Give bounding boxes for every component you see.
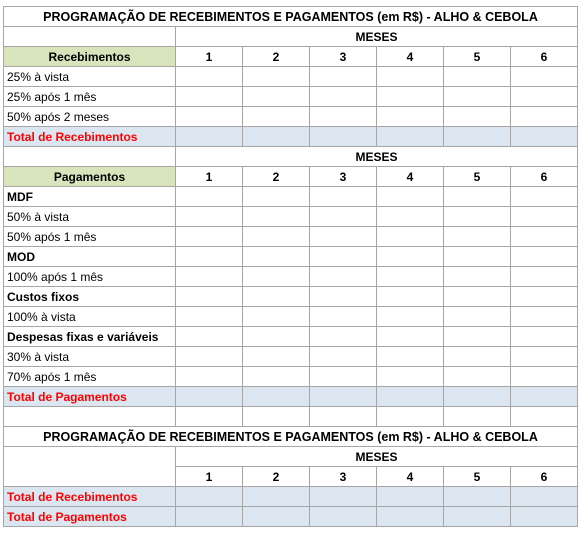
group-label-mod[interactable]: MOD [4,247,176,267]
total-receipts-label[interactable]: Total de Recebimentos [4,127,176,147]
row-label[interactable]: 25% após 1 mês [4,87,176,107]
month-5-header[interactable]: 5 [444,47,511,67]
data-cell[interactable] [310,207,377,227]
total-cell[interactable] [444,507,511,527]
data-cell[interactable] [243,347,310,367]
group-label-expenses[interactable]: Despesas fixas e variáveis [4,327,176,347]
total-cell[interactable] [243,487,310,507]
month-6-header[interactable]: 6 [511,167,578,187]
month-4-header[interactable]: 4 [377,167,444,187]
total-cell[interactable] [377,387,444,407]
total-cell[interactable] [377,487,444,507]
data-cell[interactable] [377,307,444,327]
months-header[interactable]: MESES [176,447,578,467]
total-cell[interactable] [310,507,377,527]
total-cell[interactable] [176,487,243,507]
month-1-header[interactable]: 1 [176,47,243,67]
months-header[interactable]: MESES [176,147,578,167]
table-row [4,207,578,227]
row-label[interactable]: 30% à vista [4,347,176,367]
group-label-mdf[interactable]: MDF [4,187,176,207]
data-cell[interactable] [243,247,310,267]
data-cell[interactable] [444,227,511,247]
summary-total-payments-label[interactable]: Total de Pagamentos [4,507,176,527]
total-row [4,507,578,527]
data-cell[interactable] [176,187,243,207]
total-cell[interactable] [444,387,511,407]
data-cell[interactable] [243,367,310,387]
month-2-header[interactable]: 2 [243,467,310,487]
month-1-header[interactable]: 1 [176,167,243,187]
receipts-header[interactable]: Recebimentos [4,47,176,67]
data-cell[interactable] [243,187,310,207]
row-label[interactable]: 50% após 1 mês [4,227,176,247]
data-cell[interactable] [243,307,310,327]
data-cell[interactable] [377,187,444,207]
data-cell[interactable] [310,267,377,287]
data-cell[interactable] [511,207,578,227]
table-row [4,67,578,87]
data-cell[interactable] [377,227,444,247]
data-cell[interactable] [511,307,578,327]
data-cell[interactable] [176,367,243,387]
month-2-header[interactable]: 2 [243,167,310,187]
data-cell[interactable] [176,247,243,267]
month-6-header[interactable]: 6 [511,467,578,487]
row-label[interactable]: 50% após 2 meses [4,107,176,127]
month-6-header[interactable]: 6 [511,47,578,67]
data-cell[interactable] [377,247,444,267]
data-cell[interactable] [176,267,243,287]
total-cell[interactable] [444,487,511,507]
data-cell[interactable] [377,287,444,307]
data-cell[interactable] [176,207,243,227]
month-5-header[interactable]: 5 [444,167,511,187]
month-1-header[interactable]: 1 [176,467,243,487]
total-cell[interactable] [310,387,377,407]
data-cell[interactable] [310,287,377,307]
payments-header[interactable]: Pagamentos [4,167,176,187]
row-label[interactable]: 100% após 1 mês [4,267,176,287]
total-cell[interactable] [243,127,310,147]
total-row [4,487,578,507]
table-row [4,287,578,307]
total-cell[interactable] [176,127,243,147]
data-cell[interactable] [511,327,578,347]
data-cell[interactable] [310,227,377,247]
data-cell[interactable] [511,227,578,247]
data-cell[interactable] [310,367,377,387]
total-row [4,387,578,407]
data-cell[interactable] [444,347,511,367]
data-cell[interactable] [176,87,243,107]
data-cell[interactable] [444,247,511,267]
total-cell[interactable] [243,507,310,527]
total-cell[interactable] [377,507,444,527]
row-label[interactable]: 25% à vista [4,67,176,87]
data-cell[interactable] [444,307,511,327]
data-cell[interactable] [377,87,444,107]
data-cell[interactable] [511,67,578,87]
empty-cell[interactable] [4,407,176,427]
month-4-header[interactable]: 4 [377,47,444,67]
month-4-header[interactable]: 4 [377,467,444,487]
empty-cell[interactable] [310,407,377,427]
row-label[interactable]: 50% à vista [4,207,176,227]
data-cell[interactable] [310,67,377,87]
total-cell[interactable] [511,507,578,527]
section1-title[interactable]: PROGRAMAÇÃO DE RECEBIMENTOS E PAGAMENTOS (em R$) - ALHO & CEBOLA [4,7,578,27]
data-cell[interactable] [243,87,310,107]
total-row [4,127,578,147]
data-cell[interactable] [243,287,310,307]
data-cell[interactable] [310,107,377,127]
data-cell[interactable] [511,267,578,287]
total-payments-label[interactable]: Total de Pagamentos [4,387,176,407]
data-cell[interactable] [243,227,310,247]
data-cell[interactable] [176,227,243,247]
empty-cell[interactable] [4,147,176,167]
data-cell[interactable] [243,207,310,227]
table-row [4,367,578,387]
table-row [4,107,578,127]
data-cell[interactable] [310,247,377,267]
month-3-header[interactable]: 3 [310,47,377,67]
data-cell[interactable] [176,287,243,307]
data-cell[interactable] [511,87,578,107]
table-row [4,347,578,367]
data-cell[interactable] [444,267,511,287]
data-cell[interactable] [310,307,377,327]
total-cell[interactable] [243,387,310,407]
data-cell[interactable] [377,367,444,387]
data-cell[interactable] [310,187,377,207]
data-cell[interactable] [377,67,444,87]
data-cell[interactable] [377,267,444,287]
data-cell[interactable] [444,327,511,347]
data-cell[interactable] [377,347,444,367]
data-cell[interactable] [310,347,377,367]
total-cell[interactable] [511,487,578,507]
group-label-fixed-costs[interactable]: Custos fixos [4,287,176,307]
total-cell[interactable] [310,127,377,147]
data-cell[interactable] [243,327,310,347]
data-cell[interactable] [511,347,578,367]
data-cell[interactable] [176,327,243,347]
summary-total-receipts-label[interactable]: Total de Recebimentos [4,487,176,507]
empty-cell[interactable] [377,407,444,427]
row-label[interactable]: 100% à vista [4,307,176,327]
data-cell[interactable] [176,67,243,87]
data-cell[interactable] [444,187,511,207]
data-cell[interactable] [243,107,310,127]
month-3-header[interactable]: 3 [310,467,377,487]
months-header[interactable]: MESES [176,27,578,47]
table-row [4,87,578,107]
data-cell[interactable] [444,287,511,307]
empty-cell[interactable] [4,447,176,487]
cash-flow-table [3,6,578,527]
empty-cell[interactable] [511,407,578,427]
data-cell[interactable] [444,207,511,227]
empty-cell[interactable] [444,407,511,427]
data-cell[interactable] [176,347,243,367]
data-cell[interactable] [444,87,511,107]
total-cell[interactable] [310,487,377,507]
data-cell[interactable] [444,367,511,387]
month-3-header[interactable]: 3 [310,167,377,187]
table-row [4,187,578,207]
table-row [4,307,578,327]
data-cell[interactable] [377,207,444,227]
data-cell[interactable] [176,307,243,327]
empty-cell[interactable] [4,27,176,47]
data-cell[interactable] [310,327,377,347]
table-row [4,227,578,247]
data-cell[interactable] [444,67,511,87]
total-cell[interactable] [511,127,578,147]
data-cell[interactable] [511,287,578,307]
total-cell[interactable] [377,127,444,147]
data-cell[interactable] [377,107,444,127]
table-row [4,267,578,287]
data-cell[interactable] [377,327,444,347]
data-cell[interactable] [243,267,310,287]
table-row [4,247,578,267]
month-5-header[interactable]: 5 [444,467,511,487]
empty-cell[interactable] [243,407,310,427]
data-cell[interactable] [444,107,511,127]
data-cell[interactable] [511,107,578,127]
spacer-row [4,407,578,427]
total-cell[interactable] [511,387,578,407]
data-cell[interactable] [176,107,243,127]
row-label[interactable]: 70% após 1 mês [4,367,176,387]
total-cell[interactable] [444,127,511,147]
data-cell[interactable] [511,367,578,387]
total-cell[interactable] [176,387,243,407]
data-cell[interactable] [310,87,377,107]
data-cell[interactable] [511,247,578,267]
month-2-header[interactable]: 2 [243,47,310,67]
section3-title[interactable]: PROGRAMAÇÃO DE RECEBIMENTOS E PAGAMENTOS (em R$) - ALHO & CEBOLA [4,427,578,447]
empty-cell[interactable] [176,407,243,427]
table-row [4,327,578,347]
total-cell[interactable] [176,507,243,527]
data-cell[interactable] [511,187,578,207]
data-cell[interactable] [243,67,310,87]
